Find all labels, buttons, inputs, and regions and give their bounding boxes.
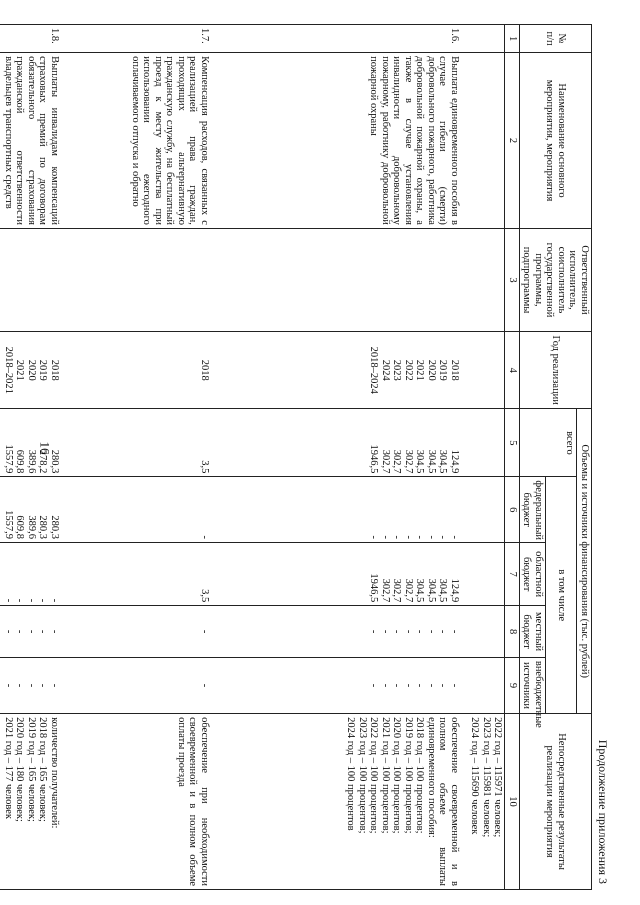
result-line: 2018 год – 100 процентов; [414,717,426,834]
amount-value: - [199,683,210,688]
amount-value: 302,7 [391,449,403,474]
result-line: 2023 год – 100 процентов; [357,717,368,834]
row-number: 1.6. [218,25,468,53]
amount-value: - [414,535,426,540]
amount-value: - [3,598,14,603]
regional-values [68,543,218,606]
result-line: 2018 год – 165 человек; [37,717,49,822]
executor [0,228,68,331]
amount-value: 304,5 [414,578,426,603]
year-value: 2020 [26,359,37,381]
amount-value: 302,7 [380,578,391,603]
amount-value: 1946,5 [368,573,380,603]
column-numbers-row [505,25,520,890]
amount-value: 302,7 [391,578,403,603]
year-value: 2021 [414,359,426,381]
year-value: 2019 [37,359,49,381]
amount-value: 280,3 [49,449,60,474]
amount-value: 304,5 [426,449,437,474]
amount-value: - [3,683,14,688]
result-line: 2022 год – 100 процентов; [368,717,380,834]
year-value: 2021 [14,359,26,381]
col-number: 1 [505,25,520,53]
header-total: всего [520,409,578,477]
amount-value: - [449,629,460,634]
amount-value: 124,9 [449,578,460,603]
header-executor: Ответственный исполнитель, соисполнитель государственной программы, подпрограммы [520,228,592,331]
local-values [218,606,468,658]
table-row-carryover [468,25,505,890]
amount-value: 1946,5 [368,444,380,474]
year-value: 2018 [49,359,60,381]
total-values [218,409,468,477]
amount-value: - [414,683,426,688]
amount-value: 278,2 [37,449,49,474]
result-line: 2023 год – 115981 человек; [481,717,492,838]
col-number: 5 [505,409,520,477]
amount-value: 302,7 [403,449,414,474]
amount-value: - [26,598,37,603]
table-row [68,25,218,890]
header-year: Год реализации [520,332,592,409]
amount-value: - [368,535,380,540]
year-value: 2018–2021 [3,346,14,394]
amount-value: - [199,535,210,540]
amount-value: - [380,535,391,540]
amount-value: - [437,535,449,540]
amount-value: 302,7 [380,449,391,474]
amount-value: - [437,629,449,634]
header-financing: Объемы и источники финансирования (тыс. рублей) [577,409,592,714]
result-line: количество получателей: [49,717,60,829]
amount-value: - [403,535,414,540]
amount-value: - [414,629,426,634]
local-values [68,606,218,658]
amount-value: - [49,598,60,603]
year-value: 2018 [449,359,460,381]
amount-value: - [14,683,26,688]
regional-values [0,543,68,606]
event-name: Выплаты инвалидам компенсаций страховых премий по договорам обязательного страхования гражданской ответственности владельцев транспортных средств [0,53,68,229]
amount-value: 304,5 [414,449,426,474]
amount-value: 302,7 [403,578,414,603]
amount-value: - [37,598,49,603]
event-name: Выплата единовременного пособия в случае гибели (смерти) добровольного пожарного, работника добровольной пожарной охраны, а также в случае установления инвалидности добровольному пожарному, работнику добровольной пожарной охраны [218,53,468,229]
amount-value: - [26,629,37,634]
year-value: 2022 [403,359,414,381]
year-value: 2023 [391,359,403,381]
col-number: 3 [505,228,520,331]
amount-value: 389,6 [26,449,37,474]
col-number: 10 [505,714,520,890]
amount-value: - [391,683,403,688]
result-line: обеспечение при необходимости своевременной и в полном объеме оплаты проезда [176,717,210,886]
amount-value: - [26,683,37,688]
col-number: 2 [505,53,520,229]
result-line: 2024 год – 115690 человек [469,717,481,835]
year-value: 2018–2024 [368,346,380,394]
amount-value: - [426,629,437,634]
result-line: 2021 год – 177 человек [3,717,14,820]
amount-value: - [368,683,380,688]
amount-value: - [391,629,403,634]
result-line: обеспечение своевременной и в полном объеме выплаты единовременного пособия: [426,717,460,886]
amount-value: - [368,629,380,634]
amount-value: - [199,629,210,634]
result-line: 2024 год – 100 процентов [345,717,357,831]
amount-value: - [49,629,60,634]
year-value: 2020 [426,359,437,381]
extra-values [218,657,468,713]
amount-value: - [391,535,403,540]
years [0,332,68,409]
executor [218,228,468,331]
table-row [218,25,468,890]
amount-value: 1557,9 [3,444,14,474]
rotated-page [0,10,610,890]
result-text [218,714,468,890]
amount-value: 609,8 [14,515,26,540]
regional-values [218,543,468,606]
amount-value: 304,5 [437,449,449,474]
amount-value: - [14,598,26,603]
year-value: 2018 [199,359,210,381]
col-number: 4 [505,332,520,409]
extra-values [0,657,68,713]
amount-value: - [426,535,437,540]
federal-values [218,477,468,543]
amount-value: 280,3 [37,515,49,540]
program-table [0,24,592,890]
result-line: 2019 год – 165 человек; [26,717,37,822]
amount-value: - [49,683,60,688]
amount-value: - [437,683,449,688]
executor [68,228,218,331]
amount-value: 3,5 [199,589,210,603]
amount-value: 1557,9 [3,510,14,540]
amount-value: 609,8 [14,449,26,474]
amount-value: - [37,683,49,688]
result-line: 2021 год – 100 процентов; [380,717,391,834]
years [68,332,218,409]
amount-value: - [3,629,14,634]
col-number: 9 [505,657,520,713]
amount-value: - [380,629,391,634]
local-values [0,606,68,658]
year-value: 2024 [380,359,391,381]
amount-value: - [403,683,414,688]
amount-value: 304,5 [437,578,449,603]
header-results: Непосредственные результаты реализации мероприятия [520,714,592,890]
year-value: 2019 [437,359,449,381]
result-line: 2019 год – 100 процентов; [403,717,414,834]
extra-values [68,657,218,713]
amount-value: 304,5 [426,578,437,603]
amount-value: - [403,629,414,634]
continuation-label: Продолжение приложения 3 [596,739,610,884]
header-num: № п/п [520,25,592,53]
header-name: Наименование основного мероприятия, мероприятия [520,53,592,229]
event-name: Компенсация расходов, связанных с реализацией права граждан, проходящих альтернативную гражданскую службу, на бесплатный проезд к месту жительства при использовании ежегодного оплачиваемого отпуска и обратно [68,53,218,229]
col-number: 8 [505,606,520,658]
result-line: 2022 год – 115971 человек; [492,717,504,838]
years [218,332,468,409]
amount-value: - [449,535,460,540]
federal-values [0,477,68,543]
amount-value: 280,3 [49,515,60,540]
total-values [68,409,218,477]
header-including: в том числе [546,477,578,714]
header-local: местный бюджет [520,606,546,658]
table-row [0,25,68,890]
col-number: 7 [505,543,520,606]
amount-value: 3,5 [199,460,210,474]
amount-value: - [449,683,460,688]
result-line: 2020 год – 100 процентов; [391,717,403,834]
result-line: 2020 год – 180 человек; [14,717,26,822]
amount-value: 124,9 [449,449,460,474]
header-regional: областной бюджет [520,543,546,606]
row-number: 1.7. [68,25,218,53]
amount-value: - [426,683,437,688]
amount-value: - [37,629,49,634]
carryover-results [468,714,505,890]
amount-value: 389,6 [26,515,37,540]
amount-value: - [380,683,391,688]
amount-value: - [14,629,26,634]
col-number: 6 [505,477,520,543]
header-extra: внебюджетные источники [520,657,546,713]
result-text [0,714,68,890]
result-text [68,714,218,890]
page-number: 16 [37,441,53,455]
row-number: 1.8. [0,25,68,53]
header-federal: федеральный бюджет [520,477,546,543]
federal-values [68,477,218,543]
total-values [0,409,68,477]
